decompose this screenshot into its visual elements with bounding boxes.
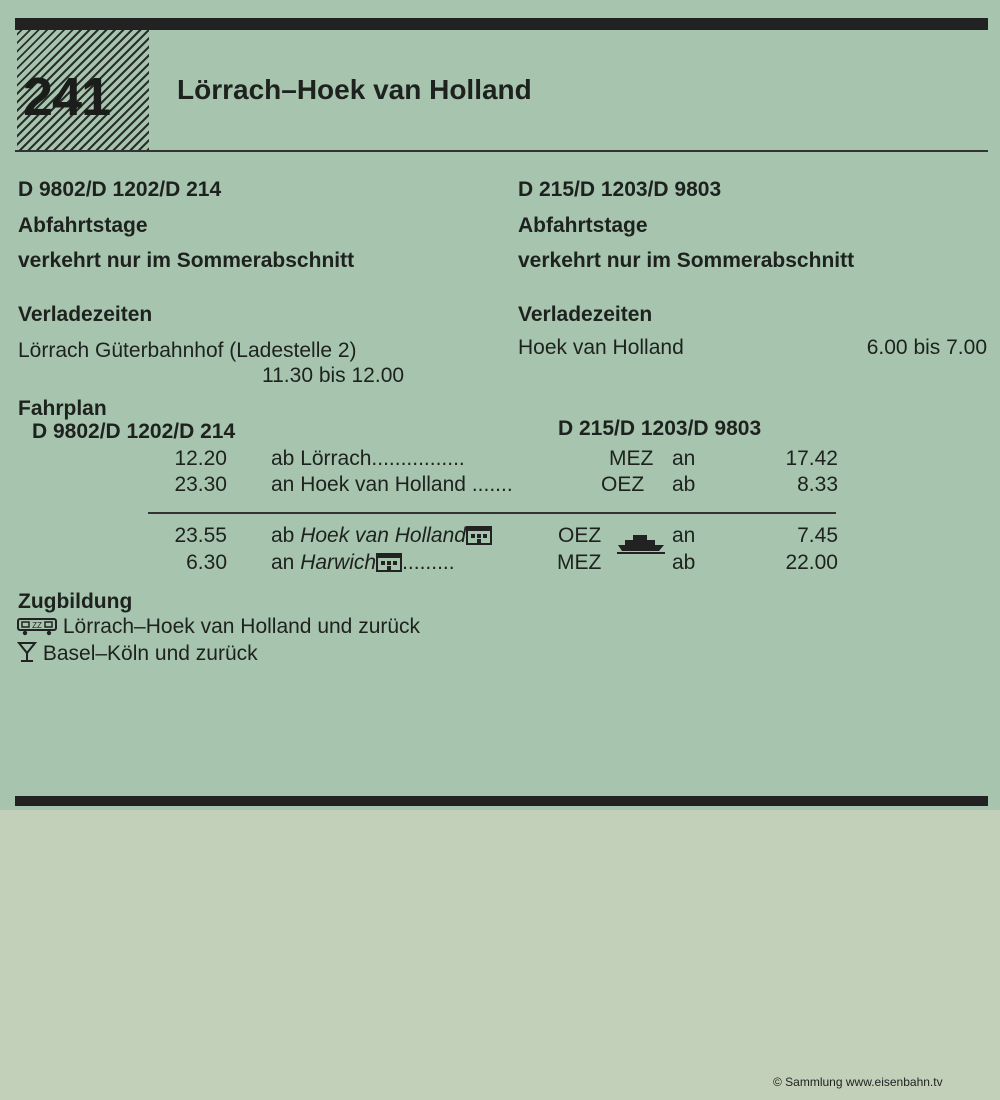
- row2-time-left: 23.30: [174, 473, 227, 496]
- row2-dir: ab: [672, 473, 696, 496]
- ferry-divider: [148, 512, 836, 514]
- route-number-box: [17, 30, 149, 150]
- row1-station: ab Lörrach................: [271, 447, 465, 470]
- row4-time-left: 6.30: [186, 551, 227, 574]
- timetable-left-trains: D 9802/D 1202/D 214: [32, 420, 236, 443]
- row1-zone: MEZ: [609, 447, 654, 470]
- return-loading-time: 6.00 bis 7.00: [866, 336, 987, 359]
- row3-time-right: 7.45: [797, 524, 838, 547]
- row4-station: an Harwich .........: [271, 551, 455, 574]
- outbound-loading-heading: Verladezeiten: [18, 303, 153, 326]
- row1-dir: an: [672, 447, 696, 470]
- timetable-right-trains: D 215/D 1203/D 9803: [558, 417, 762, 440]
- row2-zone: OEZ: [601, 473, 645, 496]
- composition-heading: Zugbildung: [18, 590, 133, 613]
- return-trains: D 215/D 1203/D 9803: [518, 178, 722, 201]
- station-building-icon: [376, 552, 402, 572]
- row1-time-left: 12.20: [174, 447, 227, 470]
- ferry-icon: [617, 534, 665, 554]
- sleeping-car-icon: [17, 616, 57, 636]
- return-days-heading: Abfahrtstage: [518, 214, 648, 237]
- header-rule: [15, 150, 988, 152]
- station-building-icon: [466, 525, 492, 545]
- row3-dir: an: [672, 524, 696, 547]
- row2-station: an Hoek van Holland .......: [271, 473, 513, 496]
- return-days-value: verkehrt nur im Sommerabschnitt: [518, 249, 855, 272]
- timetable-heading: Fahrplan: [18, 397, 107, 420]
- row3-time-left: 23.55: [174, 524, 227, 547]
- outbound-loading-place: Lörrach Güterbahnhof (Ladestelle 2): [18, 339, 357, 362]
- row2-time-right: 8.33: [797, 473, 838, 496]
- row4-dir: ab: [672, 551, 696, 574]
- credit-text: © Sammlung www.eisenbahn.tv: [773, 1075, 943, 1089]
- row4-time-right: 22.00: [785, 551, 838, 574]
- route-number: 241: [23, 67, 111, 127]
- row3-zone: OEZ: [558, 524, 602, 547]
- page-title: Lörrach–Hoek van Holland: [177, 74, 532, 105]
- buffet-glass-icon: [17, 641, 37, 663]
- top-rule: [15, 18, 988, 30]
- composition-item: Basel–Köln und zurück: [17, 641, 258, 666]
- outbound-days-heading: Abfahrtstage: [18, 214, 148, 237]
- bottom-rule: [15, 796, 988, 806]
- outbound-trains: D 9802/D 1202/D 214: [18, 178, 222, 201]
- row1-time-right: 17.42: [785, 447, 838, 470]
- row4-zone: MEZ: [557, 551, 602, 574]
- row3-station: ab Hoek van Holland: [271, 524, 492, 548]
- outbound-loading-time: 11.30 bis 12.00: [262, 364, 405, 387]
- return-loading-place: Hoek van Holland: [518, 336, 684, 359]
- svg-text:ZZ: ZZ: [32, 621, 42, 630]
- composition-item: ZZ Lörrach–Hoek van Holland und zurück: [17, 615, 420, 639]
- outbound-days-value: verkehrt nur im Sommerabschnitt: [18, 249, 355, 272]
- return-loading-heading: Verladezeiten: [518, 303, 653, 326]
